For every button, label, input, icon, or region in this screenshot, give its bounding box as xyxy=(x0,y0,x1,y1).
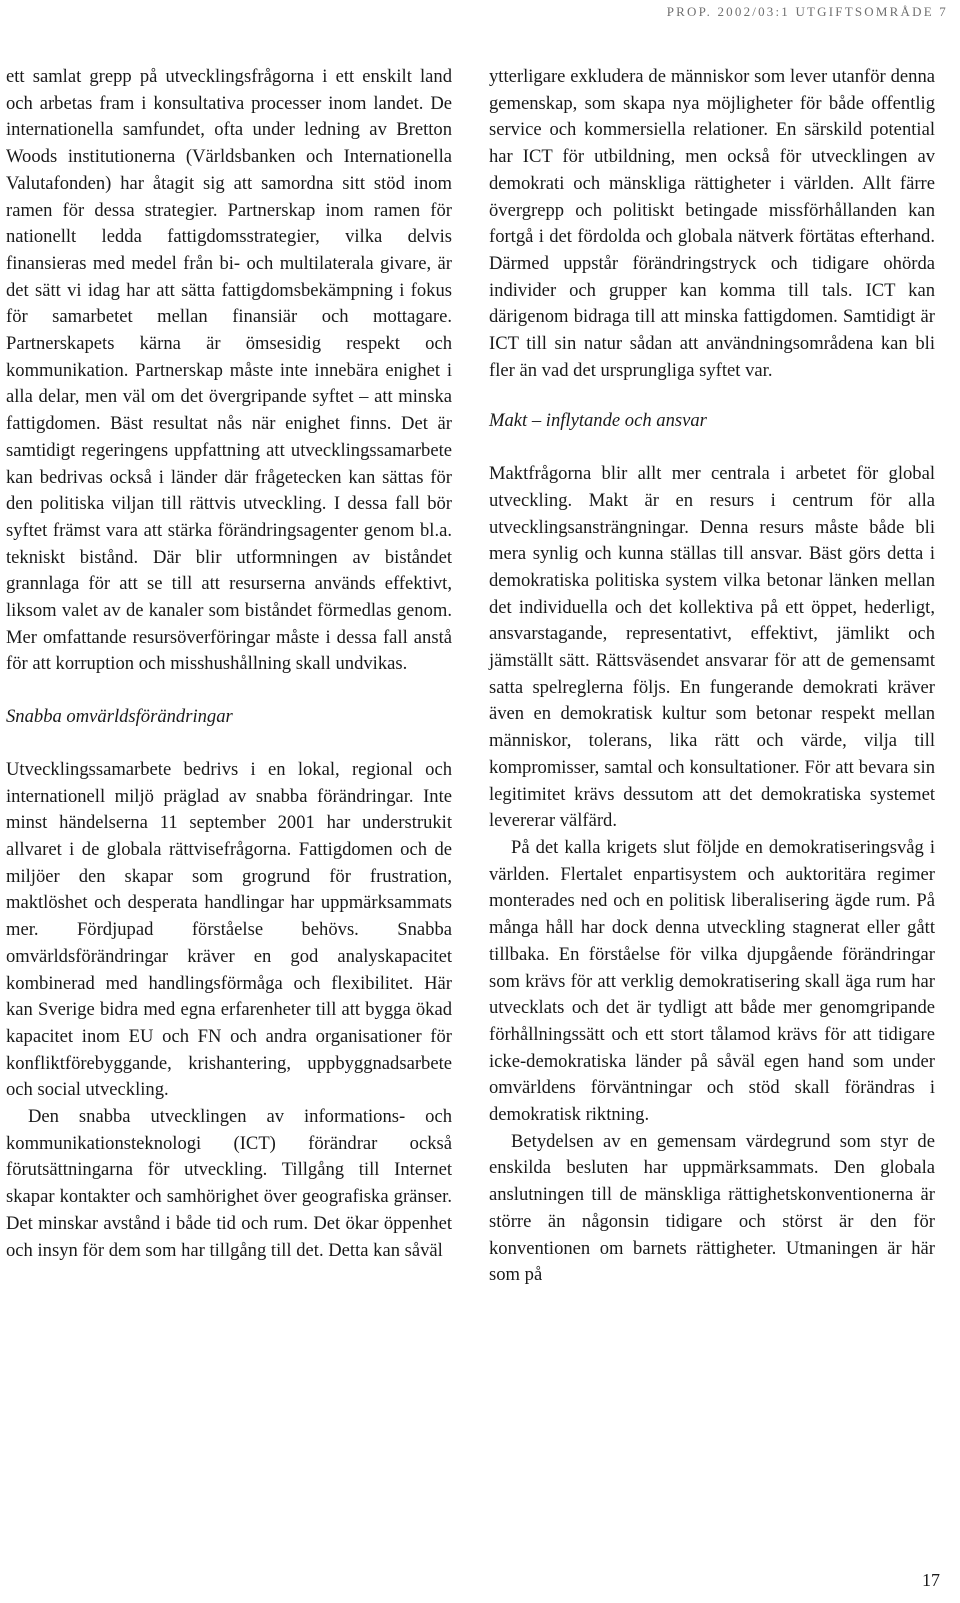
body-paragraph: Den snabba utvecklingen av informations- och kommunikationsteknologi (ICT) förändrar också förutsättningarna för utveckling. Tillgång till Internet skapar kontakter och samhörighet över geografiska gränser. Det minskar avstånd i både tid och rum. Det ökar öppenhet och insyn för dem som har tillgång till det. Detta kan såväl xyxy=(6,1106,452,1261)
left-column xyxy=(6,64,452,1264)
section-heading: Snabba omvärldsförändringar xyxy=(6,706,233,728)
section-heading: Makt – inflytande och ansvar xyxy=(489,410,707,432)
body-paragraph: Utvecklingssamarbete bedrivs i en lokal, regional och internationell miljö präglad av snabba förändringar. Inte minst händelserna 11 september 2001 har understrukit allvaret i de globala rättvisefrågorna. Fattigdomen och de miljöer den skapar som grogrund för frustration, maktlöshet och desperata handlingar har uppmärksammats mer. Fördjupad förståelse behövs. Snabba omvärldsförändringar kräver en god analyskapacitet kombinerad med handlingsförmåga och flexibilitet. Här kan Sverige bidra med egna erfarenheter till att bygga ökad kapacitet inom EU och FN och andra organisationer för konfliktförebyggande, krishantering, uppbyggnadsarbete och social utveckling. xyxy=(6,758,452,1101)
body-paragraph: ytterligare exkludera de människor som lever utanför denna gemenskap, som skapa nya möjligheter för både offentlig service och kommersiella relationer. En särskild potential har ICT för utbildning, men också för utvecklingen av demokrati och mänskliga rättigheter i världen. Allt färre övergrepp och politiskt betingade missförhållanden kan fortgå i det fördolda och globala nätverk förtätas efterhand. Därmed uppstår förändringstryck och tidigare ohörda individer och grupper kan komma till tals. ICT kan därigenom bidraga till att minska fattigdomen. Samtidigt är ICT till sin natur sådan att användningsområdena kan bli fler än vad det ursprungliga syftet var. xyxy=(489,66,935,381)
running-header: PROP. 2002/03:1 UTGIFTSOMRÅDE 7 xyxy=(666,4,948,19)
body-paragraph: ett samlat grepp på utvecklingsfrågorna i ett enskilt land och arbetas fram i konsultativa processer inom landet. De internationella samfundet, ofta under ledning av Bretton Woods institutionerna (Världsbanken och Internationella Valutafonden) har åtagit sig att samordna sitt stöd inom ramen för dessa strategier. Partnerskap inom ramen för nationellt ledda fattigdomsstrategier, vilka delvis finansieras med medel från bi- och multilaterala givare, är det sätt vi idag har att sätta fattigdomsbekämpning i fokus för samarbetet mellan finansiär och mottagare. Partnerskapets kärna är ömsesidig respekt och kommunikation. Partnerskap måste inte innebära enighet i alla delar, men väl om det övergripande syftet – att minska fattigdomen. Bäst resultat nås när enighet finns. Det är samtidigt regeringens uppfattning att utvecklingssamarbete kan bedrivas också i länder där frågetecken kan sättas för den politiska viljan till rättvis utveckling. I dessa fall bör syftet främst vara att stärka förändringsagenter genom bl.a. tekniskt bistånd. Där blir utformningen av biståndet grannlaga för att se till att resurserna används effektivt, liksom valet av de kanaler som biståndet förmedlas genom. Mer omfattande resursöverföringar måste i dessa fall anstå för att korruption och misshushållning skall undvikas. xyxy=(6,66,452,675)
body-paragraph: Maktfrågorna blir allt mer centrala i arbetet för global utveckling. Makt är en resurs i centrum för alla utvecklingsansträngningar. Denna resurs måste både bli mera synlig och kunna ställas till ansvar. Bäst görs detta i demokratiska politiska system vilka betonar länken mellan det individuella och det kollektiva på ett öppet, hederligt, ansvarstagande, representativt, effektivt, jämlikt och jämställt sätt. Rättsväsendet ansvarar för att de gemensamt satta spelreglerna följs. En fungerande demokrati kräver även en demokratisk kultur som betonar respekt mellan människor, tolerans, lika rätt och värde, vilja till kompromisser, samtal och konsultationer. För att bevara sin legitimitet krävs dessutom att det demokratiska systemet levererar välfärd. xyxy=(489,463,935,832)
right-column xyxy=(489,64,935,1289)
page-number: 17 xyxy=(922,1570,940,1590)
body-paragraph: På det kalla krigets slut följde en demokratiseringsvåg i världen. Flertalet enpartisystem och auktoritära regimer monterades ned och en politisk liberalisering ägde rum. På många håll har dock denna utveckling stagnerat eller gått tillbaka. En förståelse för vilka djupgående förändringar som krävs för att verklig demokratisering skall äga rum har utvecklats och det är tydligt att både mer genomgripande förhållningssätt och ett stort tålamod krävs för att tidigare icke-demokratiska länder på såväl egen hand som under omvärldens förväntningar och stöd skall förändras i demokratisk riktning. xyxy=(489,836,935,1126)
body-paragraph: Betydelsen av en gemensam värdegrund som styr de enskilda besluten har uppmärksammats. Den globala anslutningen till de mänskliga rättighetskonventionerna är större än någonsin tidigare och störst är den för konventionen om barnets rättigheter. Utmaningen är här som på xyxy=(489,1130,935,1286)
